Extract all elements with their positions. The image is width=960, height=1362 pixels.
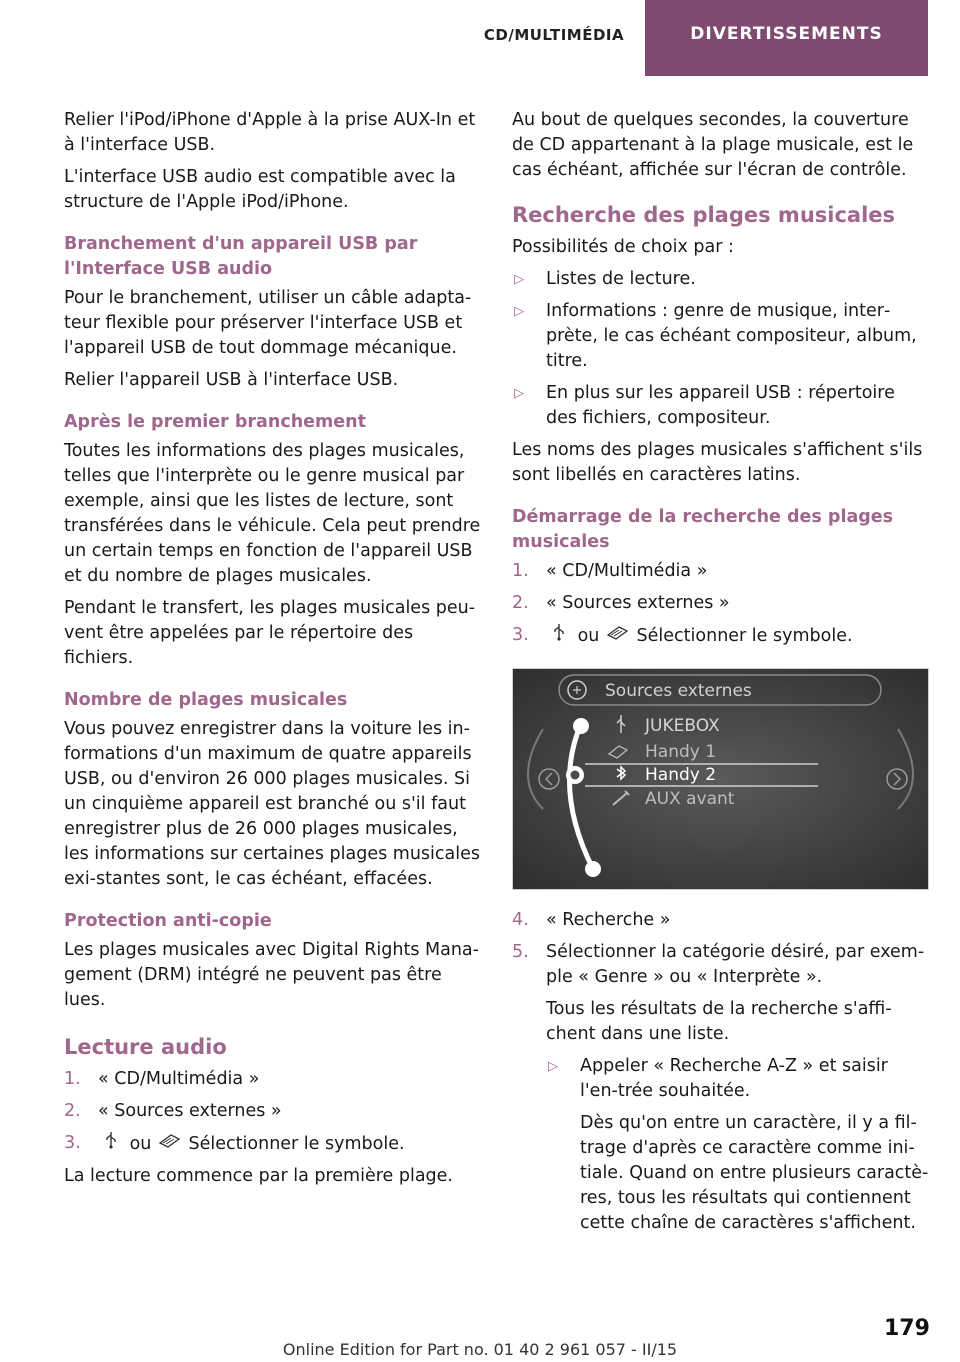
list-item-selected: Handy 2 bbox=[645, 765, 717, 785]
page-header bbox=[0, 0, 960, 76]
bullet-text: Appeler « Recherche A-Z » et saisir l'en‐trée souhaitée. bbox=[580, 1056, 888, 1101]
step-number: 3. bbox=[512, 625, 529, 645]
control-display-graphic bbox=[513, 669, 928, 889]
step-item bbox=[64, 1067, 484, 1092]
subheading: Branchement d'un appareil USB par l'Interface USB audio bbox=[64, 234, 418, 279]
section-label: CD/MULTIMÉDIA bbox=[483, 26, 625, 44]
step-text: Sélectionner le symbole. bbox=[188, 1134, 405, 1154]
subheading: Nombre de plages musicales bbox=[64, 690, 348, 710]
step-text: « Sources externes » bbox=[546, 593, 730, 613]
step-number: 2. bbox=[64, 1101, 81, 1121]
step-number: 2. bbox=[512, 593, 529, 613]
step-text-or: ou bbox=[129, 1134, 152, 1154]
step-item bbox=[512, 591, 930, 616]
step-item bbox=[512, 908, 930, 933]
left-column bbox=[64, 108, 484, 1196]
step-item bbox=[64, 1131, 484, 1157]
bullet-text: Listes de lecture. bbox=[546, 269, 696, 289]
usb-icon bbox=[98, 1131, 124, 1157]
bullet-subtext: Dès qu'on entre un caractère, il y a fil‐trage d'après ce caractère comme ini‐tiale. Quand on entre plusieurs caractè‐res, tous les résultats qui contiennent cette chaîne de caractères s'affichent. bbox=[580, 1113, 929, 1233]
list-item: JUKEBOX bbox=[645, 716, 720, 736]
chapter-tab-label: DIVERTISSEMENTS bbox=[690, 24, 883, 44]
paragraph: Possibilités de choix par : bbox=[512, 237, 734, 257]
bullet-text: En plus sur les appareil USB : répertoire des fichiers, compositeur. bbox=[546, 383, 895, 428]
step-text-or: ou bbox=[577, 626, 600, 646]
bullet-item bbox=[546, 1054, 930, 1236]
list-item: AUX avant bbox=[645, 789, 735, 809]
paragraph: Les noms des plages musicales s'affichent s'ils sont libellés en caractères latins. bbox=[512, 440, 923, 485]
paragraph: La lecture commence par la première plage. bbox=[64, 1166, 453, 1186]
step-text: « CD/Multimédia » bbox=[98, 1069, 260, 1089]
nested-bullet-list bbox=[546, 1054, 930, 1236]
step-text: « Recherche » bbox=[546, 910, 671, 930]
control-display-screenshot bbox=[512, 668, 929, 890]
paragraph: Pour le branchement, utiliser un câble adapta‐teur flexible pour préserver l'interface USB et l'appareil USB de tout dommage mécanique. bbox=[64, 288, 472, 358]
step-number: 4. bbox=[512, 910, 529, 930]
step-subtext: Tous les résultats de la recherche s'affi‐chent dans une liste. bbox=[546, 999, 892, 1044]
step-number: 1. bbox=[64, 1069, 81, 1089]
triangle-bullet-icon: ▷ bbox=[548, 1059, 558, 1074]
paragraph: Toutes les informations des plages musicales, telles que l'interprète ou le genre musical par exemple, ainsi que les listes de lecture, sont transférées dans le véhicule. Cela peut prendre un certain temps en fonction de l'appareil USB et du nombre de plages musicales. bbox=[64, 441, 481, 586]
subheading: Après le premier branchement bbox=[64, 412, 366, 432]
paragraph: Au bout de quelques secondes, la couverture de CD appartenant à la plage musicale, est le cas échéant, affichée sur l'écran de contrôle. bbox=[512, 110, 914, 180]
step-text: Sélectionner le symbole. bbox=[636, 626, 853, 646]
step-item bbox=[512, 940, 930, 1236]
paragraph: Vous pouvez enregistrer dans la voiture les in‐formations d'un maximum de quatre appareils USB, ou d'environ 26 000 plages musicales. Si un cinquième appareil est branché ou s'il faut enregistrer plus de 26 000 plages musicales, les informations sur certaines plages musicales exi‐stantes sont, le cas échéant, effacées. bbox=[64, 719, 480, 889]
section-heading: Recherche des plages musicales bbox=[512, 203, 896, 227]
bullet-item bbox=[512, 267, 930, 292]
paragraph: Pendant le transfert, les plages musicales peu‐vent être appelées par le répertoire des fichiers. bbox=[64, 598, 476, 668]
bullet-item bbox=[512, 381, 930, 431]
usb-icon bbox=[546, 623, 572, 649]
bullet-list bbox=[512, 267, 930, 431]
edition-footer: Online Edition for Part no. 01 40 2 961 057 - II/15 bbox=[282, 1340, 678, 1359]
triangle-bullet-icon: ▷ bbox=[514, 272, 524, 287]
step-list bbox=[512, 908, 930, 1236]
screen-title: Sources externes bbox=[605, 681, 752, 701]
step-text: Sélectionner la catégorie désiré, par exem‐ple « Genre » ou « Interprète ». bbox=[546, 942, 925, 987]
mobile-device-icon bbox=[157, 1131, 183, 1157]
subheading: Protection anti-copie bbox=[64, 911, 272, 931]
step-text: « CD/Multimédia » bbox=[546, 561, 708, 581]
right-column bbox=[512, 108, 930, 1243]
step-text: « Sources externes » bbox=[98, 1101, 282, 1121]
paragraph: Relier l'iPod/iPhone d'Apple à la prise AUX-In et à l'interface USB. bbox=[64, 110, 476, 155]
step-number: 3. bbox=[64, 1133, 81, 1153]
step-item bbox=[512, 623, 930, 649]
list-item: Handy 1 bbox=[645, 742, 717, 762]
paragraph: L'interface USB audio est compatible avec la structure de l'Apple iPod/iPhone. bbox=[64, 167, 456, 212]
step-list bbox=[512, 559, 930, 649]
page-number: 179 bbox=[884, 1316, 930, 1341]
step-item bbox=[512, 559, 930, 584]
triangle-bullet-icon: ▷ bbox=[514, 304, 524, 319]
bullet-item bbox=[512, 299, 930, 374]
subheading: Démarrage de la recherche des plages musicales bbox=[512, 507, 894, 552]
section-heading: Lecture audio bbox=[64, 1035, 227, 1059]
step-list bbox=[64, 1067, 484, 1157]
paragraph: Relier l'appareil USB à l'interface USB. bbox=[64, 370, 399, 390]
mobile-device-icon bbox=[605, 623, 631, 649]
chapter-tab bbox=[645, 0, 928, 76]
step-number: 1. bbox=[512, 561, 529, 581]
step-item bbox=[64, 1099, 484, 1124]
step-number: 5. bbox=[512, 942, 529, 962]
paragraph: Les plages musicales avec Digital Rights Mana‐gement (DRM) intégré ne peuvent pas être lues. bbox=[64, 940, 479, 1010]
triangle-bullet-icon: ▷ bbox=[514, 386, 524, 401]
bullet-text: Informations : genre de musique, inter‐prète, le cas échéant compositeur, album, titre. bbox=[546, 301, 917, 371]
